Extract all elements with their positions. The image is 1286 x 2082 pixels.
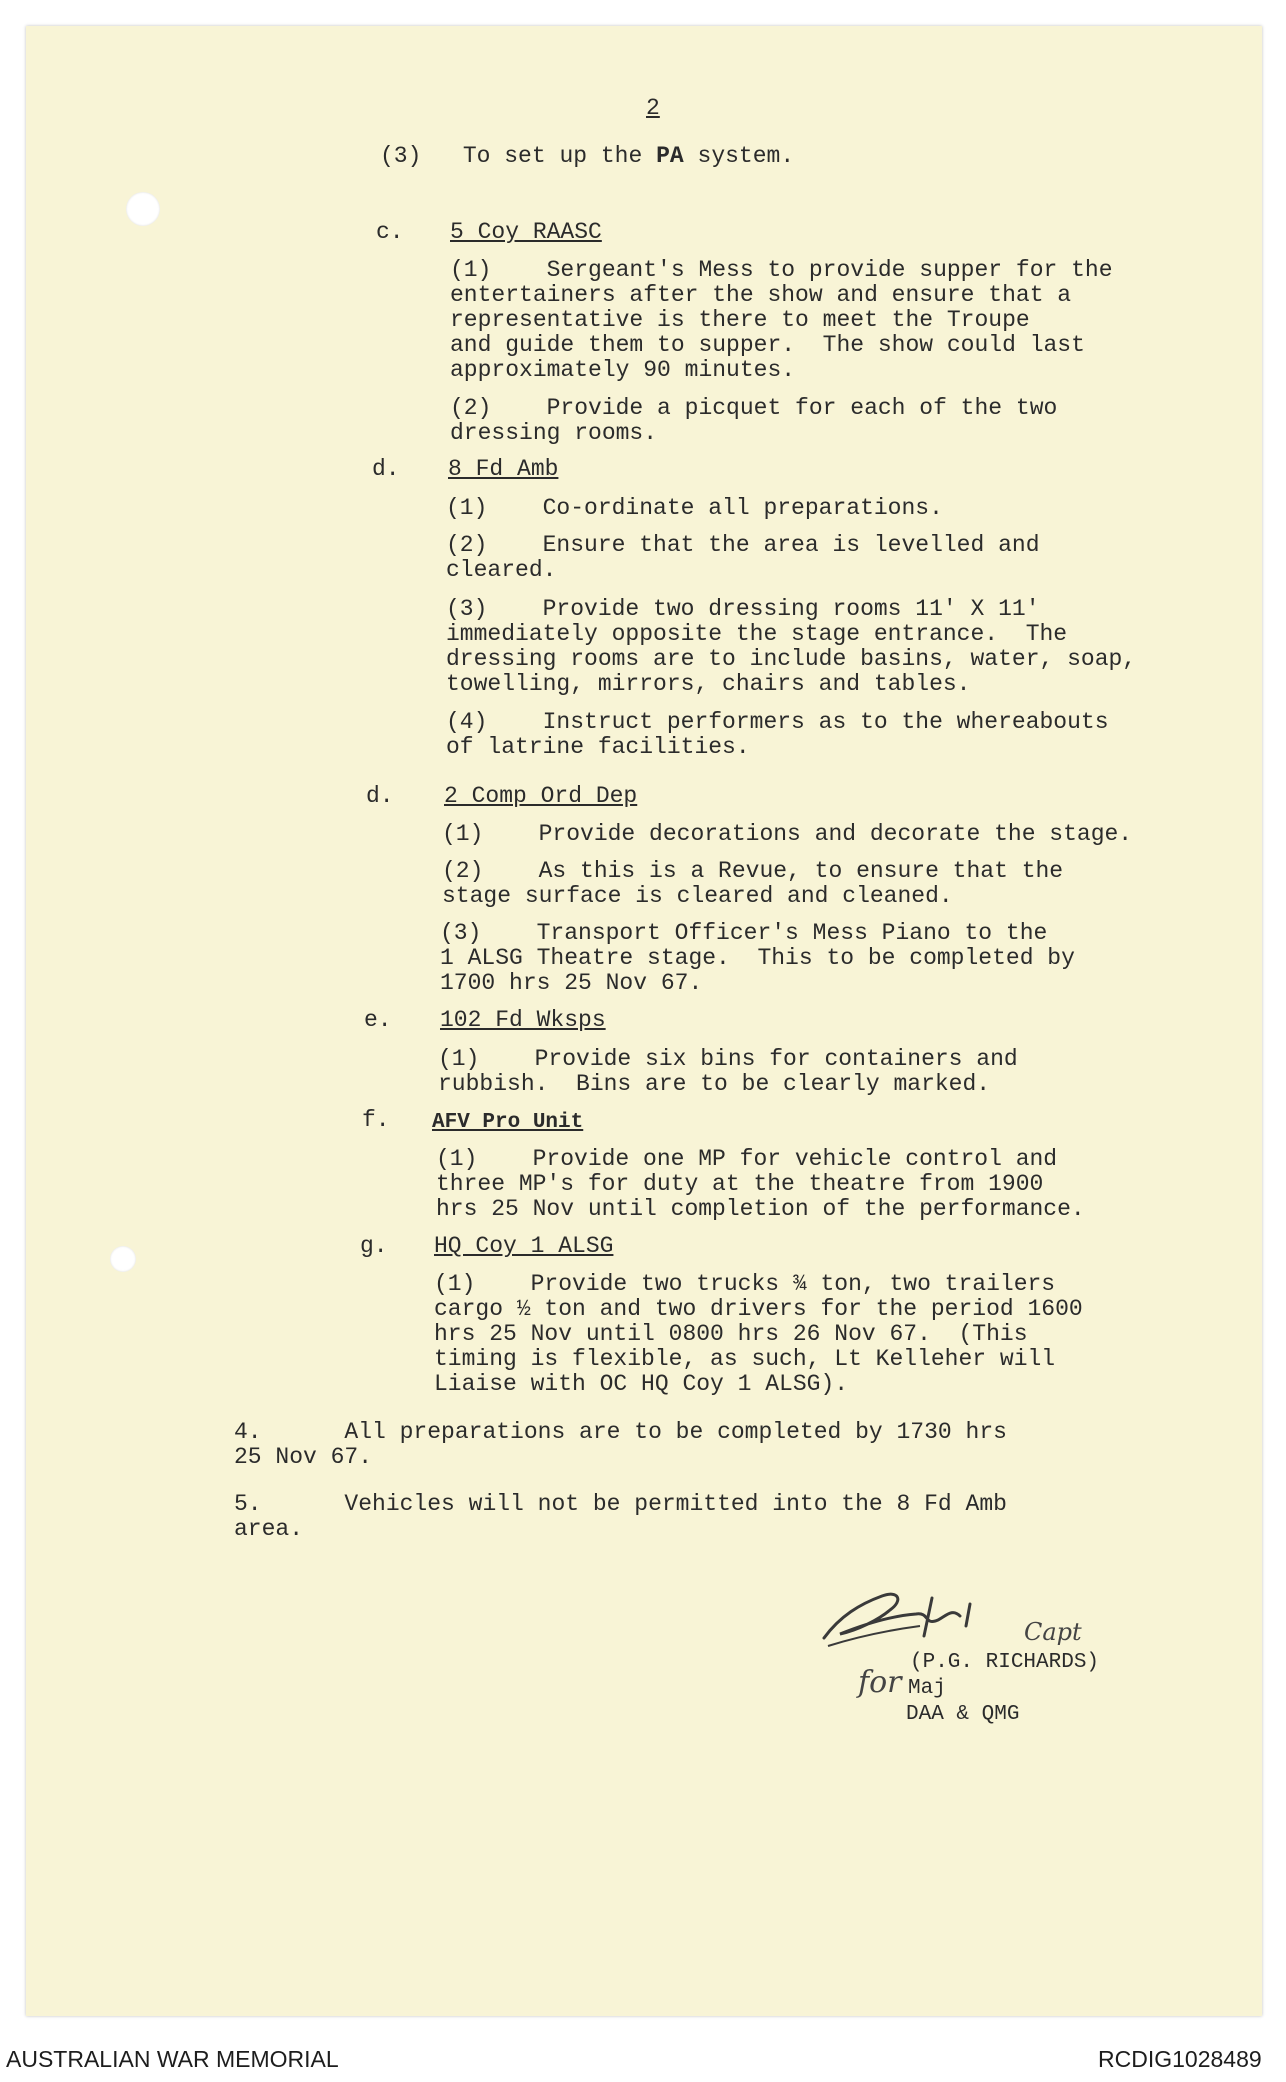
footer-right: RCDIG1028489 xyxy=(1098,2046,1262,2072)
signatory-name: (P.G. RICHARDS) xyxy=(910,1651,1100,1674)
item-line: dressing rooms are to include basins, water, soap, xyxy=(446,646,1137,672)
para-5-line: area. xyxy=(234,1516,304,1542)
para-5-line: 5. Vehicles will not be permitted into the 8 Fd Amb xyxy=(234,1491,1007,1517)
intro-tail: system. xyxy=(697,143,795,169)
item-line: Liaise with OC HQ Coy 1 ALSG). xyxy=(434,1371,849,1397)
item-line: and guide them to supper. The show could last xyxy=(450,332,1085,358)
section-heading: AFV Pro Unit xyxy=(432,1111,584,1134)
item-line: approximately 90 minutes. xyxy=(450,357,796,383)
item-line: (1) Provide one MP for vehicle control and xyxy=(436,1146,1058,1172)
footer-left: AUSTRALIAN WAR MEMORIAL xyxy=(6,2046,339,2072)
intro-text: To set up the xyxy=(462,143,643,169)
item-line: (1) Co-ordinate all preparations. xyxy=(446,495,943,521)
item-line: cleared. xyxy=(446,557,557,583)
item-line: cargo ½ ton and two drivers for the period 1600 xyxy=(434,1296,1083,1322)
signature-scribble xyxy=(820,1586,1000,1656)
item-line: (3) Provide two dressing rooms 11' X 11' xyxy=(446,596,1040,622)
item-line: (2) As this is a Revue, to ensure that the xyxy=(442,858,1064,884)
item-line: (1) Sergeant's Mess to provide supper for the xyxy=(450,257,1113,283)
section-heading: 102 Fd Wksps xyxy=(440,1007,606,1033)
section-letter: c. xyxy=(376,219,404,245)
section-letter: d. xyxy=(372,456,400,482)
item-line: (2) Provide a picquet for each of the two xyxy=(450,395,1058,421)
punch-hole xyxy=(110,1246,136,1272)
item-line: (1) Provide two trucks ¾ ton, two trailers xyxy=(434,1271,1056,1297)
item-line: (1) Provide six bins for containers and xyxy=(438,1046,1018,1072)
punch-hole xyxy=(126,192,160,226)
handwritten-for: for xyxy=(858,1665,902,1700)
section-letter: e. xyxy=(364,1007,392,1033)
intro-item xyxy=(380,144,794,169)
item-line: rubbish. Bins are to be clearly marked. xyxy=(438,1071,991,1097)
section-letter: d. xyxy=(366,783,394,809)
item-line: 1 ALSG Theatre stage. This to be completed by xyxy=(440,945,1075,971)
section-letter: f. xyxy=(362,1107,390,1133)
item-line: immediately opposite the stage entrance. The xyxy=(446,621,1068,647)
section-heading: 8 Fd Amb xyxy=(448,456,559,482)
item-line: towelling, mirrors, chairs and tables. xyxy=(446,671,971,697)
para-4-line: 4. All preparations are to be completed by 1730 hrs xyxy=(234,1419,1007,1445)
section-heading: 5 Coy RAASC xyxy=(450,219,602,245)
item-line: stage surface is cleared and cleaned. xyxy=(442,883,953,909)
item-line: timing is flexible, as such, Lt Kelleher will xyxy=(434,1346,1056,1372)
section-heading: HQ Coy 1 ALSG xyxy=(434,1233,614,1259)
signatory-appointment: DAA & QMG xyxy=(906,1703,1020,1726)
item-line: hrs 25 Nov until completion of the performance. xyxy=(436,1196,1085,1222)
item-line: (2) Ensure that the area is levelled and xyxy=(446,532,1040,558)
para-4-line: 25 Nov 67. xyxy=(234,1444,373,1470)
item-line: three MP's for duty at the theatre from 1900 xyxy=(436,1171,1044,1197)
item-line: representative is there to meet the Troupe xyxy=(450,307,1030,333)
item-line: entertainers after the show and ensure that a xyxy=(450,282,1072,308)
intro-bold: PA xyxy=(656,143,684,169)
item-line: (4) Instruct performers as to the whereabouts xyxy=(446,709,1109,735)
page-number: 2 xyxy=(646,95,660,121)
section-letter: g. xyxy=(360,1233,388,1259)
item-line: (1) Provide decorations and decorate the stage. xyxy=(442,821,1133,847)
handwritten-capt: Capt xyxy=(1024,1618,1082,1646)
signatory-rank: Maj xyxy=(908,1677,946,1700)
item-line: (3) Transport Officer's Mess Piano to the xyxy=(440,920,1048,946)
item-line: of latrine facilities. xyxy=(446,734,750,760)
section-heading: 2 Comp Ord Dep xyxy=(444,783,638,809)
intro-num: (3) xyxy=(380,143,422,169)
item-line: hrs 25 Nov until 0800 hrs 26 Nov 67. (This xyxy=(434,1321,1028,1347)
item-line: 1700 hrs 25 Nov 67. xyxy=(440,970,703,996)
item-line: dressing rooms. xyxy=(450,420,658,446)
